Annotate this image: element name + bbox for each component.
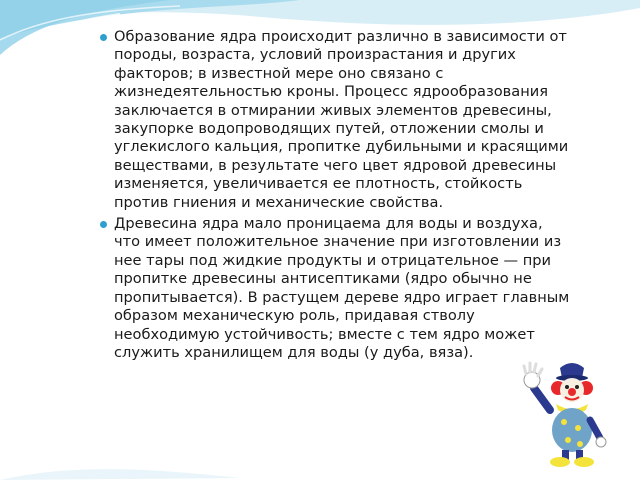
clown-icon [520, 358, 616, 470]
bullet-icon [100, 221, 107, 228]
bullet-icon [100, 34, 107, 41]
list-item [100, 215, 570, 362]
paragraph-text: Древесина ядра мало проницаема для воды и воздуха, что имеет положительное значение при изготовлении из нее тары под жидкие продукты и отрицательное — при пропитке древесины антисептиками (ядро обычно не пропитывается). В растущем дереве ядро играет главным образом механическую роль, придавая стволу необходимую устойчивость; вместе с тем ядро может служить хранилищем для воды (у дуба, вяза). [114, 215, 570, 361]
list-item [100, 28, 570, 212]
bullet-list [100, 28, 570, 365]
paragraph-text: Образование ядра происходит различно в зависимости от породы, возраста, условий произрастания и других факторов; в известной мере оно связано с жизнедеятельностью кроны. Процесс ядрообразования заключается в отмирании живых элементов древесины, закупорке водопроводящих путей, отложении смолы и углекислого кальция, пропитке дубильными и красящими веществами, в результате чего цвет ядровой древесины изменяется, увеличивается ее плотность, стойкость против гниения и механические свойства. [114, 28, 569, 211]
